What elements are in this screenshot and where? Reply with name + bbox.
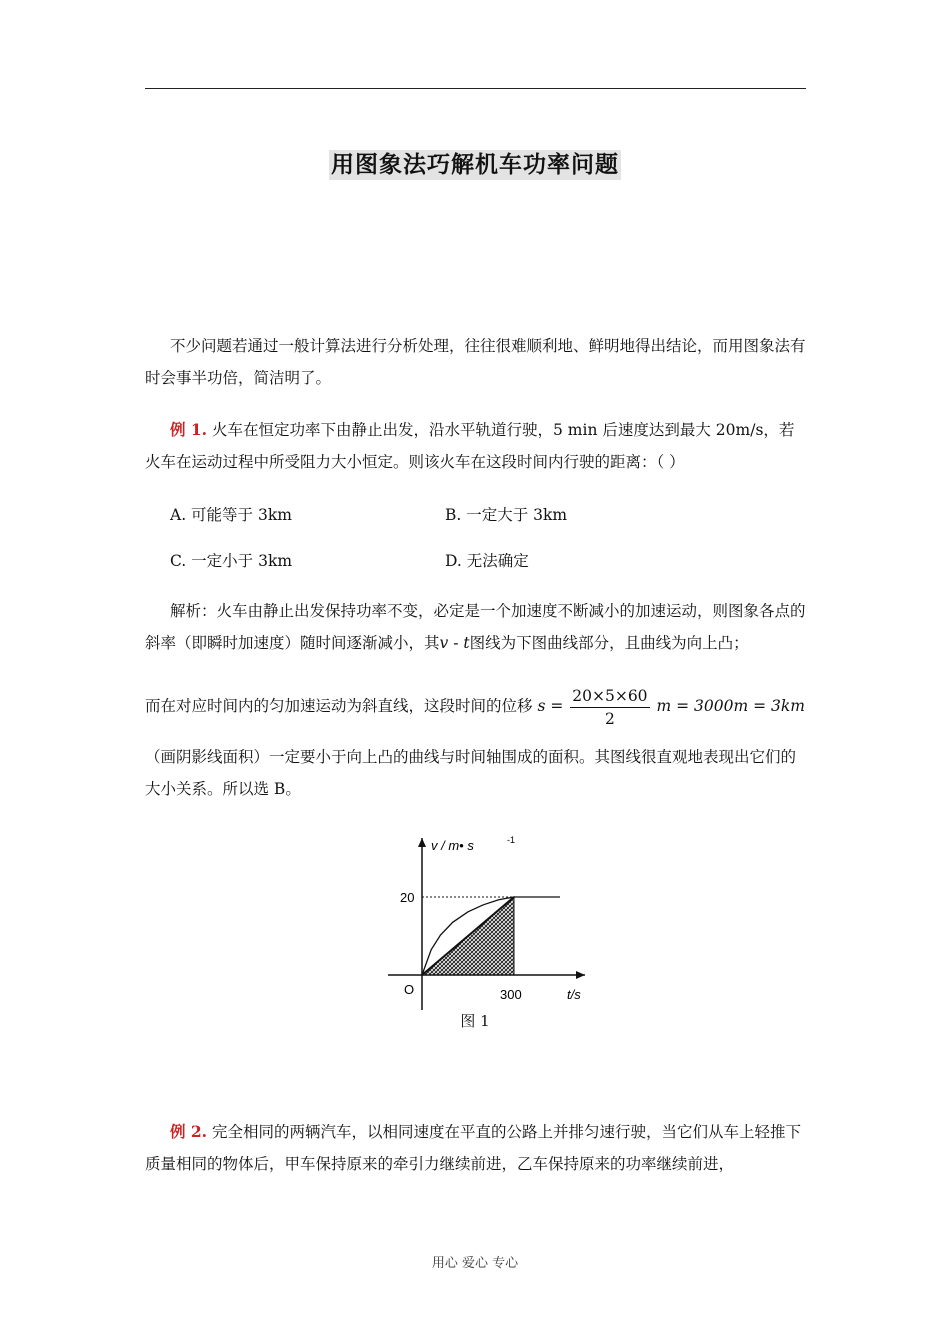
y-axis-label-exponent: -1 (507, 835, 516, 845)
chart-layer (388, 835, 585, 1010)
vt-graph (380, 828, 590, 1038)
formula-numerator: 20×5×60 (570, 685, 649, 708)
example1-text: 火车在恒定功率下由静止出发，沿水平轨道行驶，5 min 后速度达到最大 20m/s，若火车在运动过程中所受阻力大小恒定。则该火车在这段时间内行驶的距离：（ ） (145, 421, 795, 471)
analysis-paragraph-2: 而在对应时间内的匀加速运动为斜直线，这段时间的位移 s = $\frac{20\times 5\times 60}{2}$ m = 3000m = 3km (145, 686, 805, 728)
formula-fraction (570, 685, 649, 730)
option-a: A. 可能等于 3km (170, 506, 292, 524)
y-tick-label-20: 20 (400, 890, 415, 905)
vt-symbol: v - t (439, 634, 470, 652)
example2-text: 完全相同的两辆汽车，以相同速度在平直的公路上并排匀速行驶，当它们从车上轻推下质量相同的物体后，甲车保持原来的牵引力继续前进，乙车保持原来的功率继续前进， (145, 1123, 802, 1173)
option-b: B. 一定大于 3km (445, 506, 568, 524)
option-d: D. 无法确定 (445, 552, 529, 570)
origin-label: O (404, 982, 415, 997)
page-footer: 用心 爱心 专心 (431, 1256, 519, 1271)
y-axis-label: v / m• s (431, 838, 474, 853)
analysis-paragraph-1: 解析：火车由静止出发保持功率不变，必定是一个加速度不断减小的加速运动，则图象各点的斜率（即瞬时加速度）随时间逐渐减小，其v - t图线为下图曲线部分，且曲线为向上凸； (145, 602, 806, 652)
x-axis-label: t/s (567, 987, 581, 1002)
formula-denominator: 2 (604, 709, 615, 728)
formula-rhs: m = 3000m = 3km (656, 697, 805, 715)
x-axis-arrow (576, 971, 585, 979)
analysis-paragraph-3: （画阴影线面积）一定要小于向上凸的曲线与时间轴围成的面积。其图线很直观地表现出它们的大小关系。所以选 B。 (145, 748, 797, 798)
formula-lhs: s = (537, 697, 564, 715)
example1-label: 例 1. (170, 420, 208, 439)
x-tick-label-300: 300 (500, 987, 522, 1002)
y-axis-arrow (418, 838, 426, 847)
example1-question (145, 414, 806, 478)
header-rule (145, 88, 806, 89)
page-title: 用图象法巧解机车功率问题 (331, 152, 619, 178)
example2-question (145, 1116, 806, 1180)
option-c: C. 一定小于 3km (170, 552, 293, 570)
intro-paragraph: 不少问题若通过一般计算法进行分析处理，往往很难顺利地、鲜明地得出结论，而用图象法有时会事半功倍，简洁明了。 (145, 337, 806, 387)
figure-caption: 图 1 (460, 1012, 490, 1030)
example2-label: 例 2. (170, 1122, 208, 1141)
